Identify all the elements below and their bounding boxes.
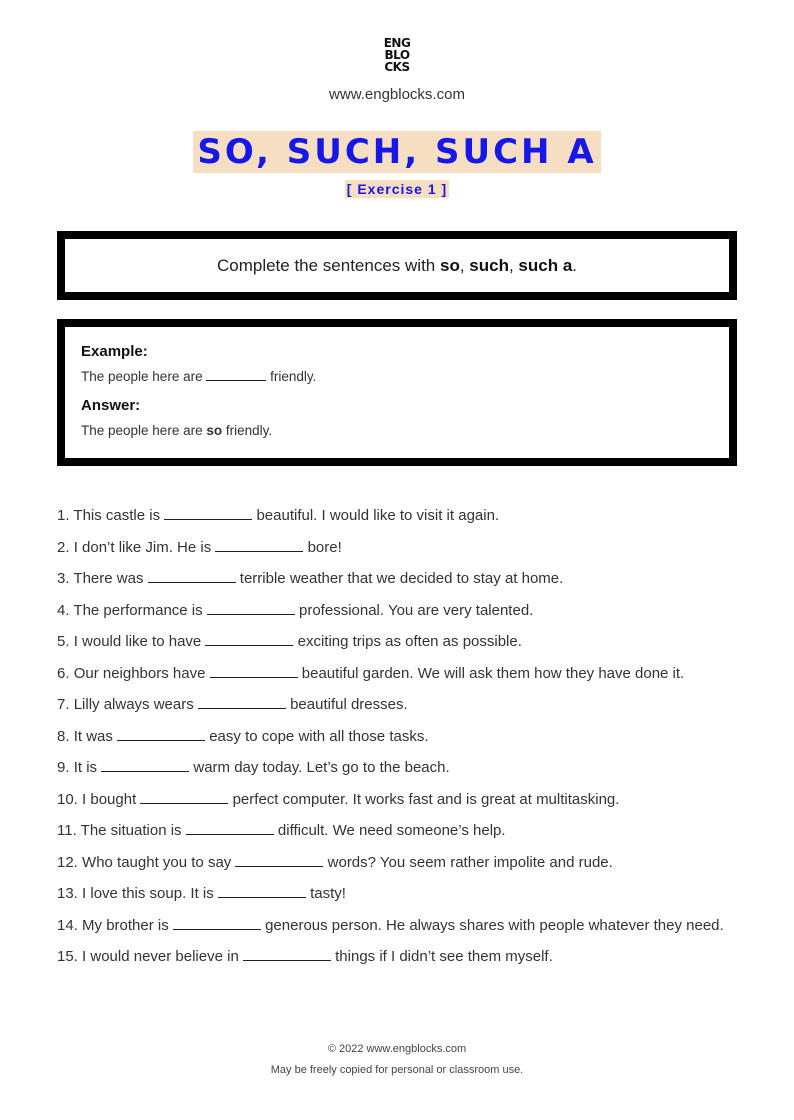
- question-after: beautiful garden. We will ask them how they have done it.: [301, 664, 685, 682]
- exercise-subtitle: [ Exercise 1 ]: [346, 181, 448, 197]
- question-item: [57, 913, 737, 939]
- answer-word: so: [206, 423, 223, 438]
- instruction-prefix: Complete the sentences with: [216, 255, 440, 275]
- question-number: 12.: [57, 853, 78, 871]
- subtitle-wrap: [0, 180, 794, 199]
- question-before: It is: [73, 759, 98, 776]
- question-before: I would never believe in: [82, 948, 239, 965]
- question-number: 6.: [57, 664, 70, 682]
- question-number: 9.: [57, 759, 70, 776]
- instruction-separator: ,: [459, 255, 470, 275]
- instruction-box: [57, 231, 737, 300]
- question-before: I bought: [82, 790, 137, 808]
- question-after: words? You seem rather impolite and rude.: [327, 853, 613, 871]
- question-after: easy to cope with all those tasks.: [209, 727, 429, 745]
- question-item: [57, 629, 737, 655]
- question-after: tasty!: [310, 885, 346, 902]
- answer-blank[interactable]: [164, 518, 252, 520]
- question-before: There was: [73, 570, 144, 587]
- answer-label: Answer:: [81, 397, 141, 414]
- question-after: beautiful dresses.: [290, 696, 408, 713]
- question-after: terrible weather that we decided to stay at home.: [239, 570, 564, 587]
- question-number: 4.: [57, 601, 70, 619]
- question-number: 7.: [57, 696, 70, 713]
- page-title: SO, SUCH, SUCH A: [193, 131, 600, 173]
- instruction-word-such-a: such a: [518, 255, 573, 275]
- question-before: I would like to have: [73, 633, 202, 650]
- answer-blank[interactable]: [205, 644, 293, 646]
- title-wrap: [0, 131, 794, 173]
- question-item: [57, 787, 737, 813]
- answer-blank[interactable]: [243, 959, 331, 961]
- example-after: friendly.: [266, 369, 317, 384]
- question-number: 15.: [57, 948, 78, 965]
- answer-blank[interactable]: [210, 676, 298, 678]
- question-number: 13.: [57, 885, 78, 902]
- question-before: The performance is: [73, 601, 203, 619]
- logo-line: BLO: [384, 48, 410, 62]
- answer-blank[interactable]: [140, 802, 228, 804]
- question-before: Our neighbors have: [73, 664, 206, 682]
- footer-note: May be freely copied for personal or classroom use.: [270, 1064, 524, 1076]
- question-before: This castle is: [73, 507, 161, 524]
- answer-blank[interactable]: [235, 865, 323, 867]
- footer-copyright: © 2022 www.engblocks.com: [327, 1043, 467, 1055]
- question-after: exciting trips as often as possible.: [297, 633, 522, 650]
- question-list: [57, 503, 737, 976]
- question-before: I love this soup. It is: [82, 885, 214, 902]
- answer-blank[interactable]: [215, 550, 303, 552]
- question-before: Lilly always wears: [73, 696, 194, 713]
- example-label: Example:: [81, 343, 148, 360]
- question-number: 1.: [57, 507, 70, 524]
- engblocks-logo: [0, 37, 794, 73]
- question-item: [57, 818, 737, 844]
- answer-blank[interactable]: [198, 707, 286, 709]
- instruction-separator: ,: [508, 255, 519, 275]
- question-after: warm day today. Let’s go to the beach.: [193, 759, 450, 776]
- question-number: 11.: [57, 822, 77, 839]
- question-number: 3.: [57, 570, 70, 587]
- question-after: beautiful. I would like to visit it again.: [256, 507, 500, 524]
- question-before: The situation is: [80, 822, 182, 839]
- instruction-word-so: so: [439, 255, 460, 275]
- answer-before: The people here are: [81, 423, 207, 438]
- answer-blank[interactable]: [117, 739, 205, 741]
- question-item: [57, 661, 737, 687]
- instruction-word-such: such: [469, 255, 509, 275]
- example-sentence: [81, 368, 713, 386]
- logo-line: CKS: [384, 60, 410, 74]
- question-number: 5.: [57, 633, 70, 650]
- question-before: My brother is: [82, 916, 169, 934]
- example-before: The people here are: [81, 369, 207, 384]
- question-number: 10.: [57, 790, 78, 808]
- question-item: [57, 692, 737, 718]
- answer-blank[interactable]: [218, 896, 306, 898]
- example-blank: [206, 379, 266, 381]
- answer-blank[interactable]: [148, 581, 236, 583]
- question-item: [57, 724, 737, 750]
- answer-blank[interactable]: [186, 833, 274, 835]
- logo-line: ENG: [383, 36, 411, 50]
- question-item: [57, 535, 737, 561]
- question-before: I don’t like Jim. He is: [73, 538, 212, 556]
- question-number: 2.: [57, 538, 70, 556]
- answer-sentence: [81, 422, 713, 440]
- question-after: difficult. We need someone’s help.: [277, 822, 506, 839]
- question-after: generous person. He always shares with people whatever they need.: [265, 916, 724, 934]
- question-item: [57, 503, 737, 529]
- instruction-text: [217, 256, 577, 276]
- question-item: [57, 566, 737, 592]
- question-item: [57, 944, 737, 970]
- question-number: 14.: [57, 916, 78, 934]
- question-before: It was: [73, 727, 113, 745]
- question-before: Who taught you to say: [82, 853, 232, 871]
- question-after: things if I didn’t see them myself.: [335, 948, 553, 965]
- question-after: perfect computer. It works fast and is great at multitasking.: [232, 790, 620, 808]
- answer-blank[interactable]: [173, 928, 261, 930]
- question-item: [57, 598, 737, 624]
- question-item: [57, 850, 737, 876]
- instruction-suffix: .: [572, 255, 578, 275]
- answer-blank[interactable]: [207, 613, 295, 615]
- question-item: [57, 881, 737, 907]
- answer-blank[interactable]: [101, 770, 189, 772]
- question-number: 8.: [57, 727, 70, 745]
- answer-after: friendly.: [222, 423, 273, 438]
- example-box: [57, 319, 737, 466]
- question-after: professional. You are very talented.: [299, 601, 534, 619]
- site-url: www.engblocks.com: [329, 86, 465, 103]
- question-item: [57, 755, 737, 781]
- question-after: bore!: [307, 538, 342, 556]
